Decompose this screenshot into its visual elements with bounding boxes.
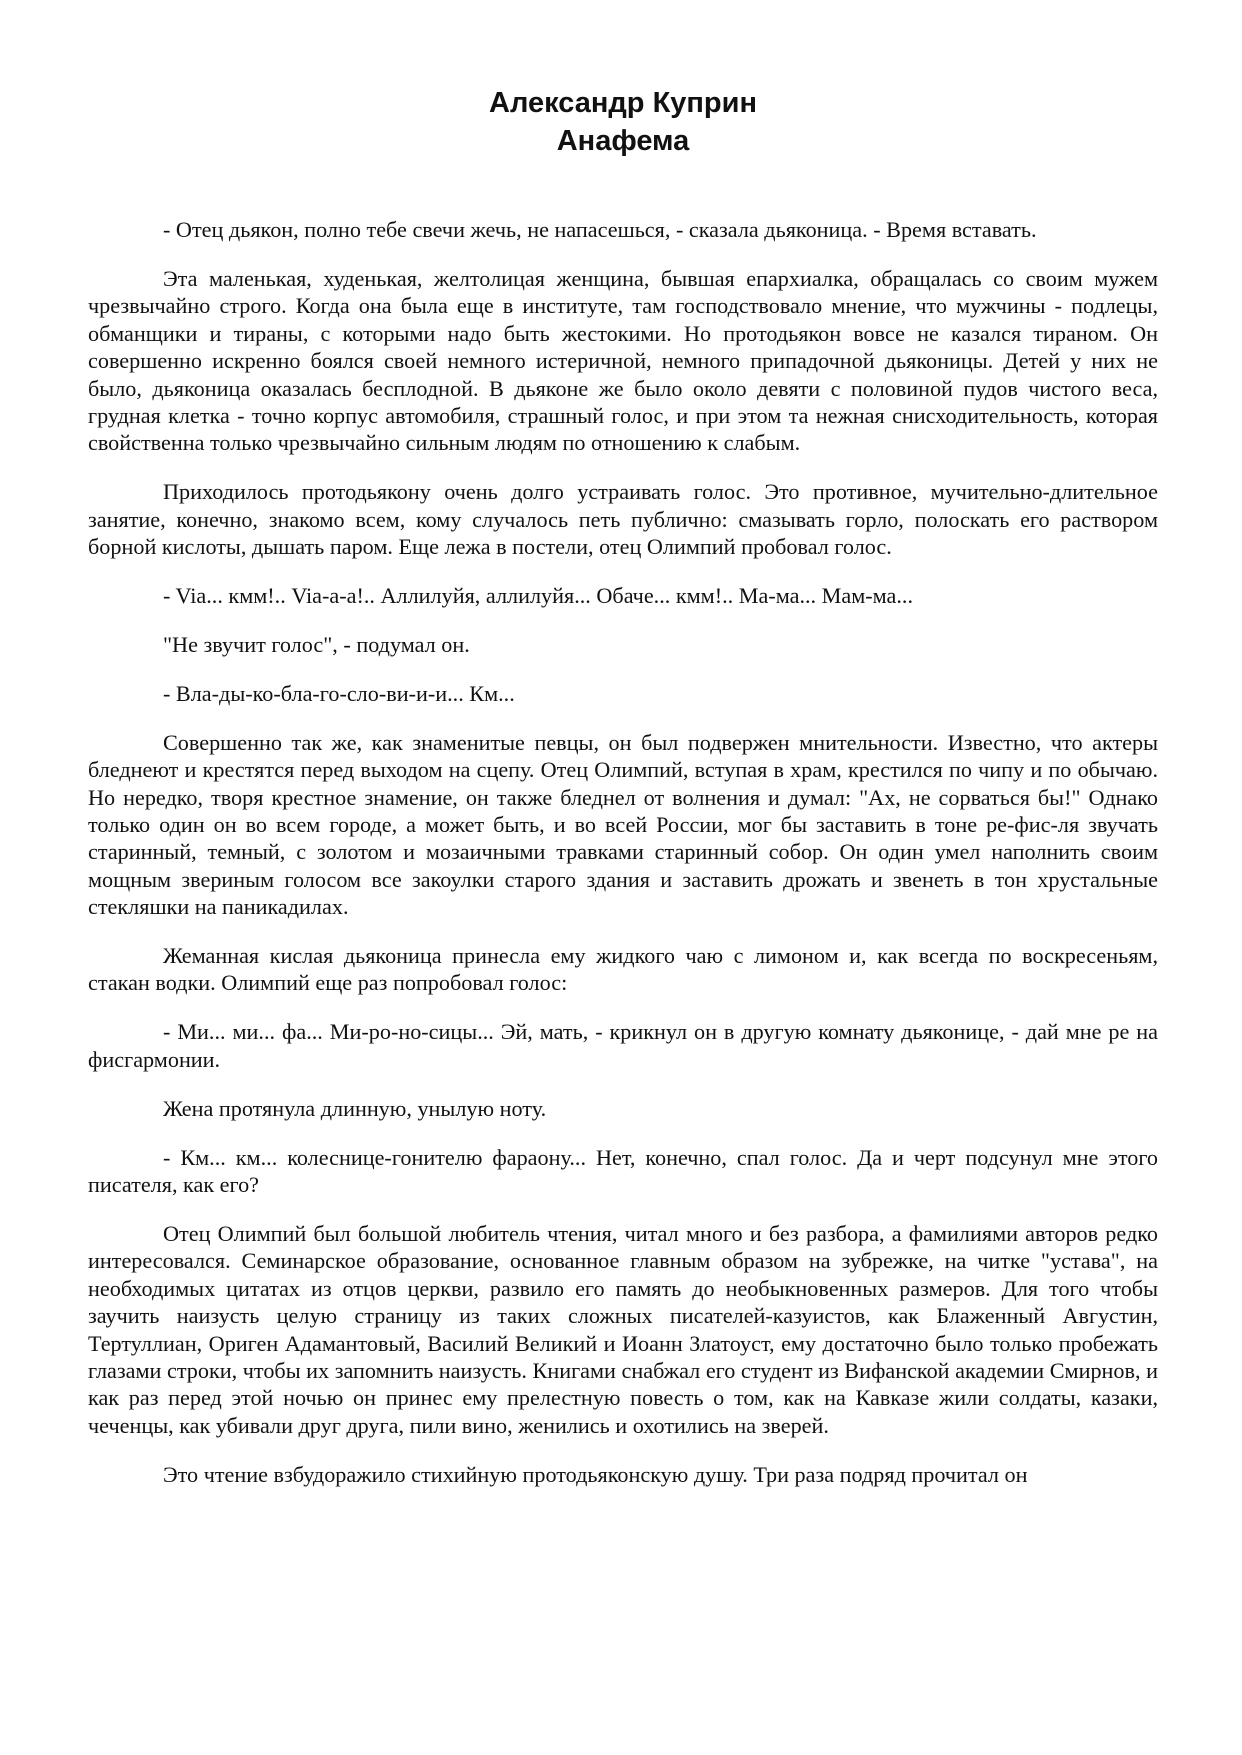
paragraph: - Отец дьякон, полно тебе свечи жечь, не напасешься, - сказала дьяконица. - Время вставать. bbox=[163, 217, 1037, 242]
paragraph: - Км... км... колеснице-гонителю фараону... Нет, конечно, спал голос. Да и черт подсунул мне этого писателя, как его? bbox=[88, 1144, 1158, 1197]
paragraph: Это чтение взбудоражило стихийную протодьяконскую душу. Три раза подряд прочитал он bbox=[163, 1461, 1028, 1487]
paragraph: Эта маленькая, худенькая, желтолицая женщина, бывшая епархиалка, обращалась со своим мужем чрезвычайно строго. Когда она была еще в институте, там господствовало мнение, что мужчины - подлецы, обманщики и тираны, с которыми надо быть жестокими. Но протодьякон вовсе не казался тираном. Он совершенно искренно боялся своей немного истеричной, немного припадочной дьяконицы. Детей у них не было, дьяконица оказалась бесплодной. В дьяконе же было около девяти с половиной пудов чистого веса, грудная клетка - точно корпус автомобиля, страшный голос, и при этом та нежная снисходительность, которая свойственна только чрезвычайно сильным людям по отношению к слабым. bbox=[88, 265, 1158, 456]
paragraph: Отец Олимпий был большой любитель чтения, читал много и без разбора, а фамилиями авторов редко интересовался. Семинарское образование, основанное главным образом на зубрежке, на читке "устава", на необходимых цитатах из отцов церкви, развило его память до необыкновенных размеров. Для того чтобы заучить наизусть целую страницу из таких сложных писателей-казуистов, как Блаженный Августин, Тертуллиан, Ориген Адамантовый, Василий Великий и Иоанн Златоуст, ему достаточно было только пробежать глазами строки, чтобы их запомнить наизусть. Книгами снабжал его студент из Вифанской академии Смирнов, и как раз перед этой ночью он принес ему прелестную повесть о том, как на Кавказе жили солдаты, казаки, чеченцы, как убивали друг друга, пили вино, женились и охотились на зверей. bbox=[88, 1220, 1158, 1438]
paragraph: Приходилось протодьякону очень долго устраивать голос. Это противное, мучительно-длительное занятие, конечно, знакомо всем, кому случалось петь публично: смазывать горло, полоскать его раствором борной кислоты, дышать паром. Еще лежа в постели, отец Олимпий пробовал голос. bbox=[88, 479, 1158, 560]
author-heading: Александр Куприн bbox=[489, 87, 757, 119]
paragraph: - Вла-ды-ко-бла-го-сло-ви-и-и... Км... bbox=[163, 680, 515, 706]
title-heading: Анафема bbox=[556, 125, 690, 157]
paragraph: Жеманная кислая дьяконица принесла ему жидкого чаю с лимоном и, как всегда по воскресеньям, стакан водки. Олимпий еще раз попробовал голос: bbox=[88, 943, 1158, 996]
title-block bbox=[88, 84, 1158, 160]
body-text bbox=[88, 216, 1158, 1488]
paragraph: - Via... кмм!.. Via-а-а!.. Аллилуйя, аллилуйя... Обаче... кмм!.. Ма-ма... Мам-ма... bbox=[163, 582, 914, 608]
paragraph: Совершенно так же, как знаменитые певцы, он был подвержен мнительности. Известно, что актеры бледнеют и крестятся перед выходом на сцепу. Отец Олимпий, вступая в храм, крестился по чипу и по обычаю. Но нередко, творя крестное знамение, он также бледнел от волнения и думал: "Ах, не сорваться бы!" Однако только один он во всем городе, а может быть, и во всей России, мог бы заставить в тоне ре-фис-ля звучать старинный, темный, с золотом и мозаичными травками старинный собор. Он один умел наполнить своим мощным звериным голосом все закоулки старого здания и заставить дрожать и звенеть в тон хрустальные стекляшки на паникадилах. bbox=[88, 729, 1158, 920]
paragraph: "Не звучит голос", - подумал он. bbox=[163, 631, 470, 657]
paragraph: Жена протянула длинную, унылую ноту. bbox=[163, 1095, 547, 1121]
document-page bbox=[88, 84, 1158, 1510]
paragraph: - Ми... ми... фа... Ми-ро-но-сицы... Эй, мать, - крикнул он в другую комнату дьяконице, - дай мне ре на фисгармонии. bbox=[88, 1019, 1158, 1072]
